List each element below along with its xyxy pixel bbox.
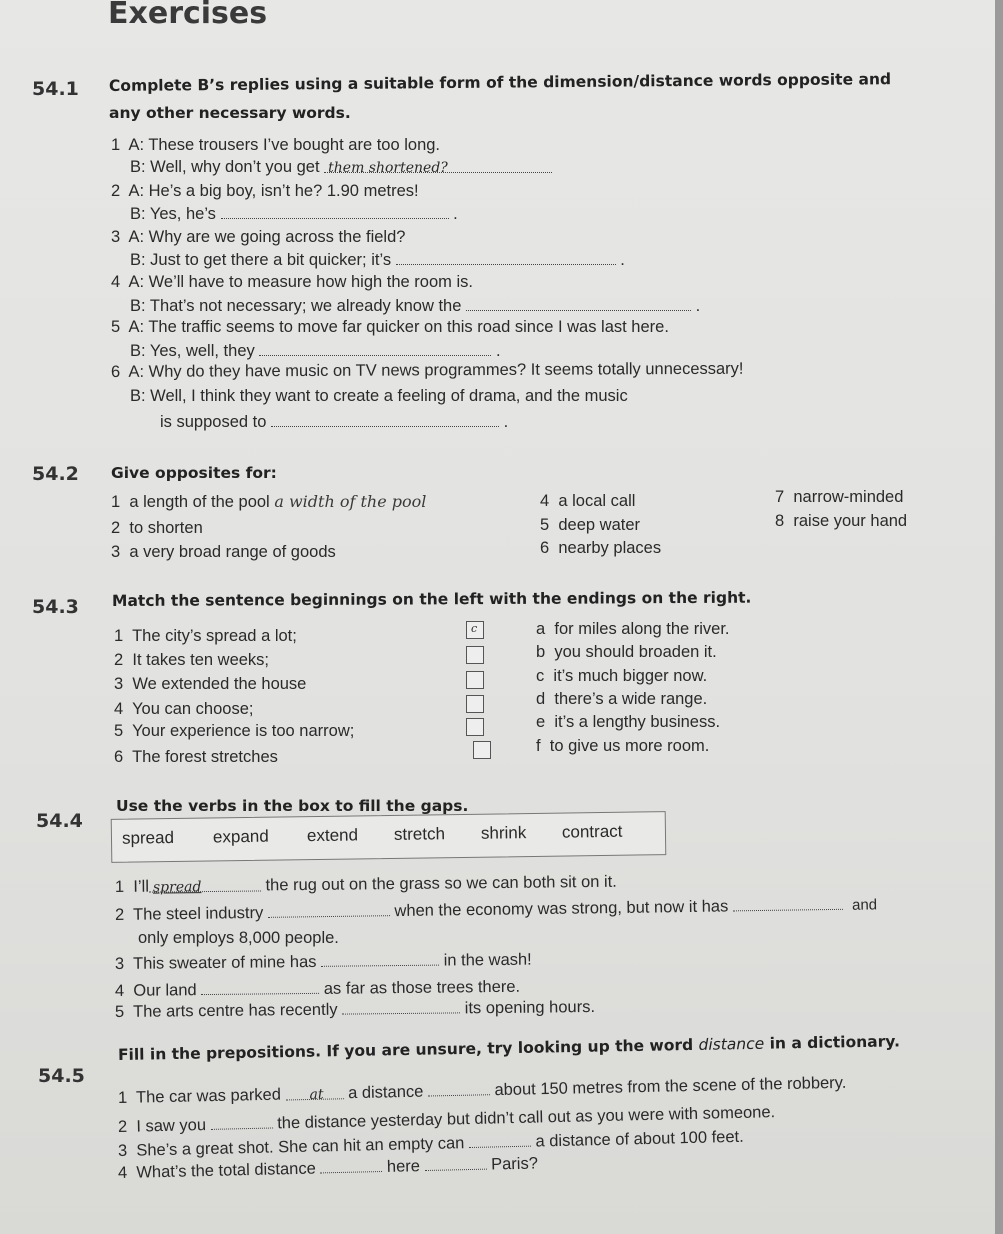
exercise-instruction: Complete B’s replies using a suitable form of the dimension/distance words opposite and: [108, 70, 892, 95]
exercise-number-54-1: 54.1: [32, 78, 79, 100]
gap-sentence: 2 The steel industry when the economy was strong, but now it has and: [114, 896, 878, 924]
dialogue-line: 3 A: Why are we going across the field?: [111, 228, 406, 246]
opposite-item: 4 a local call: [540, 492, 636, 510]
match-right-item: d there’s a wide range.: [536, 690, 708, 708]
exercise-number-54-5: 54.5: [38, 1065, 85, 1087]
answer-blank[interactable]: [259, 341, 491, 356]
dialogue-line: B: Yes, he’s .: [130, 205, 458, 223]
verb-word: stretch: [393, 824, 446, 844]
verb-box: [111, 811, 667, 863]
answer-blank[interactable]: [733, 895, 843, 912]
dialogue-line: 2 A: He’s a big boy, isn’t he? 1.90 metres!: [111, 182, 419, 200]
answer-blank[interactable]: at: [285, 1084, 343, 1100]
exercise-instruction: Give opposites for:: [111, 464, 277, 482]
match-left-item: 2 It takes ten weeks;: [114, 651, 270, 669]
dialogue-line: 6 A: Why do they have music on TV news programmes? It seems totally unnecessary!: [110, 359, 744, 381]
verb-word: expand: [212, 826, 269, 847]
match-right-item: c it’s much bigger now.: [536, 667, 708, 685]
match-answer-box[interactable]: [466, 718, 484, 736]
match-answer-box[interactable]: [466, 646, 484, 664]
answer-blank[interactable]: [342, 998, 460, 1014]
match-right-item: f to give us more room.: [536, 737, 710, 755]
match-right-item: e it’s a lengthy business.: [536, 713, 721, 731]
exercise-instruction: Fill in the prepositions. If you are unsure, try looking up the word distance in a dictionary.: [117, 1032, 901, 1064]
gap-sentence-cont: only employs 8,000 people.: [138, 929, 339, 947]
page-edge-shadow: [995, 0, 1003, 1234]
match-answer-box[interactable]: c: [466, 621, 484, 639]
answer-blank[interactable]: [320, 1157, 382, 1173]
gap-sentence: 3 This sweater of mine has in the wash!: [114, 950, 532, 973]
answer-blank[interactable]: [271, 412, 499, 427]
preposition-sentence: 4 What’s the total distance here Paris?: [117, 1154, 539, 1182]
match-left-item: 5 Your experience is too narrow;: [114, 722, 355, 740]
page-title: Exercises: [108, 0, 268, 31]
dialogue-line: 5 A: The traffic seems to move far quicker on this road since I was last here.: [111, 318, 669, 336]
dialogue-line: B: Just to get there a bit quicker; it’s .: [130, 251, 625, 269]
verb-word: shrink: [480, 823, 527, 843]
exercise-number-54-4: 54.4: [36, 810, 83, 832]
opposite-item: 1 a length of the pool a width of the pool: [111, 492, 427, 511]
answer-blank[interactable]: [466, 296, 691, 311]
dialogue-line: B: Well, I think they want to create a feeling of drama, and the music: [130, 387, 628, 405]
exercise-instruction: Match the sentence beginnings on the left with the endings on the right.: [111, 588, 752, 610]
exercise-instruction: Use the verbs in the box to fill the gaps.: [116, 797, 469, 815]
verb-word: spread: [121, 827, 175, 848]
preposition-sentence: 1 The car was parked at a distance about 150 metres from the scene of the robbery.: [117, 1073, 847, 1107]
dialogue-line: 1 A: These trousers I’ve bought are too long.: [111, 136, 441, 154]
answer-blank[interactable]: [321, 951, 439, 967]
dialogue-line: 4 A: We’ll have to measure how high the room is.: [111, 273, 473, 291]
answer-blank[interactable]: [424, 1155, 486, 1171]
answer-blank[interactable]: [428, 1080, 490, 1096]
answer-blank[interactable]: [396, 250, 616, 265]
exercise-number-54-3: 54.3: [32, 596, 79, 618]
match-right-item: b you should broaden it.: [536, 643, 717, 661]
verb-word: contract: [561, 821, 623, 842]
match-left-item: 4 You can choose;: [114, 700, 254, 718]
preposition-sentence: 3 She’s a great shot. She can hit an empty can a distance of about 100 feet.: [117, 1127, 744, 1160]
dialogue-line: is supposed to .: [160, 413, 509, 431]
exercise-number-54-2: 54.2: [32, 463, 79, 485]
opposite-item: 6 nearby places: [540, 539, 662, 557]
verb-word: extend: [306, 825, 359, 846]
exercise-instruction-cont: any other necessary words.: [109, 104, 351, 122]
match-left-item: 3 We extended the house: [114, 675, 307, 693]
match-right-item: a for miles along the river.: [536, 620, 730, 638]
opposite-item: 5 deep water: [540, 516, 640, 534]
answer-blank[interactable]: [201, 979, 319, 995]
match-left-item: 6 The forest stretches: [114, 748, 278, 766]
answer-blank[interactable]: [210, 1113, 272, 1129]
gap-sentence: 1 I’ll spread the rug out on the grass so we can both sit on it.: [114, 872, 617, 896]
gap-sentence: 5 The arts centre has recently its opening hours.: [114, 997, 596, 1021]
dialogue-line: B: Yes, well, they .: [130, 342, 501, 360]
match-answer-box[interactable]: [466, 695, 484, 713]
preposition-sentence: 2 I saw you the distance yesterday but didn’t call out as you were with someone.: [117, 1103, 776, 1136]
answer-blank[interactable]: [469, 1132, 531, 1148]
match-answer-box[interactable]: [473, 741, 491, 759]
dialogue-line: B: Well, why don’t you get them shortened?: [130, 158, 552, 177]
match-left-item: 1 The city’s spread a lot;: [114, 627, 297, 645]
answer-blank[interactable]: spread: [149, 876, 261, 892]
opposite-item: 2 to shorten: [111, 519, 203, 537]
match-answer-box[interactable]: [466, 671, 484, 689]
answer-blank[interactable]: them shortened?: [324, 158, 552, 173]
opposite-item: 7 narrow-minded: [775, 488, 904, 506]
answer-blank[interactable]: [221, 204, 449, 219]
answer-blank[interactable]: [268, 901, 390, 918]
dialogue-line: B: That’s not necessary; we already know the .: [130, 297, 701, 315]
opposite-item: 8 raise your hand: [775, 512, 908, 530]
opposite-item: 3 a very broad range of goods: [111, 543, 336, 561]
gap-sentence: 4 Our land as far as those trees there.: [114, 977, 521, 1000]
